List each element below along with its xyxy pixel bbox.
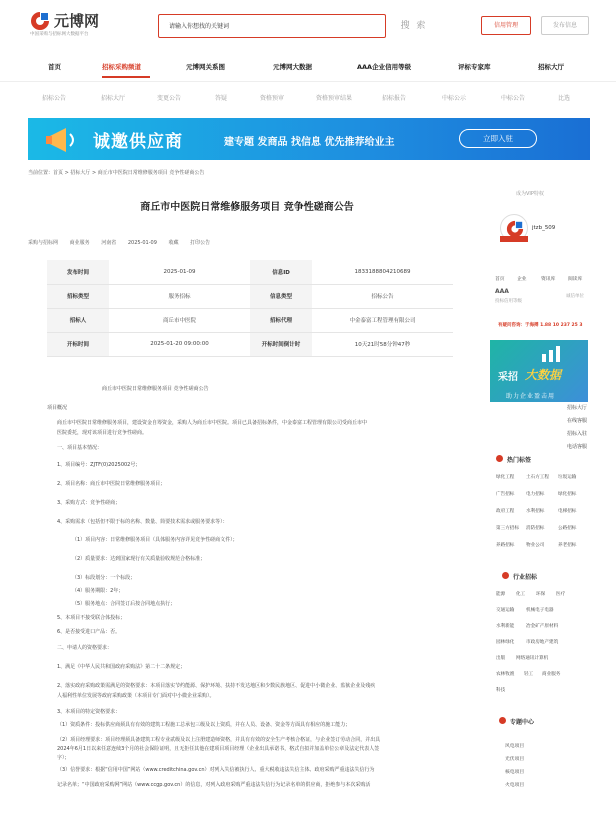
body-line: 医院委托，现对该项目进行竞争性磋商。 <box>57 430 148 436</box>
table-key: 发布时间 <box>47 260 109 284</box>
table-row <box>47 332 453 356</box>
page-title: 商丘市中医院日常维修服务项目 竞争性磋商公告 <box>140 202 354 213</box>
list-item[interactable]: 光伏项目 <box>505 757 525 762</box>
subnav-item[interactable]: 招标报告 <box>382 95 407 102</box>
table-key: 信息类型 <box>250 284 312 308</box>
aaa-rating: AAA <box>495 288 509 295</box>
megaphone-icon <box>46 124 86 156</box>
subnav-item[interactable]: 中标公告 <box>501 95 526 102</box>
body-line: 项目概况 <box>47 405 68 411</box>
table-value: 1833188804210689 <box>312 260 453 284</box>
tag[interactable]: 物业公司 <box>526 543 545 548</box>
subnav-item[interactable]: 变更公告 <box>157 95 182 102</box>
body-line: （2）质量要求：达到国家现行有关质量验收规范合格标准； <box>72 556 206 562</box>
body-line: 一、项目基本情况： <box>57 445 103 451</box>
body-line: 2024年6月1日以来任意连续3个月的社会保险证明，且无拒任其他在建项目项目经理（企业出具承诺书，格式自拟并加盖单位公章及法定代表人签 <box>57 746 380 752</box>
tag[interactable]: 第三方招标 <box>496 526 519 531</box>
nav-aaa-credit[interactable]: AAA企业信用等级 <box>357 63 412 71</box>
sub-nav <box>0 88 616 108</box>
tag[interactable]: 土石方工程 <box>526 475 549 480</box>
tag[interactable]: 公路招标 <box>558 526 577 531</box>
body-line: 记录名单；“中国政府采购网”网站（www.ccgp.gov.cn）的信息，对列入政府采购严重违法失信行为记录名单的供应商，拒绝参与本次采购活 <box>57 782 371 788</box>
tag[interactable]: 养老招标 <box>558 543 577 548</box>
tag[interactable]: 绿化招标 <box>558 492 577 497</box>
tag[interactable]: 电力招标 <box>526 492 545 497</box>
info-table <box>47 260 453 357</box>
tag[interactable]: 市政房地产建筑 <box>526 640 559 645</box>
table-key: 招标类型 <box>47 284 109 308</box>
ad-slogan: 助力企业盈击用 <box>506 393 556 400</box>
banner-subtitle: 建专题 发商品 找信息 优先推荐给业主 <box>224 137 395 148</box>
floating-link-phone[interactable]: 电话客服 <box>567 444 588 450</box>
body-line: 4、采购需求（包括但不限于标的名称、数量、简要技术需求或服务要求等）： <box>57 519 228 525</box>
subnav-item[interactable]: 答疑 <box>215 95 228 102</box>
body-line: （3）信誉要求：根据“信用中国”网站（www.creditchina.gov.cn）对列入失信被执行人、重大税收违法失信主体、政府采购严重违法失信行为 <box>57 767 375 773</box>
table-value: 商丘市中医院 <box>109 308 250 332</box>
body-line: （4）服务期限：2年； <box>72 588 124 594</box>
credit-management-button[interactable]: 信用管理 <box>481 16 531 35</box>
body-line: （5）服务地点：合同签订后按合同地点执行； <box>72 601 176 607</box>
body-line: （1）项目内容：日常维修服务项目（具体服务内容详见竞争性磋商文件）； <box>72 537 238 543</box>
main-nav <box>0 52 616 82</box>
meta-source: 采购与招标网 <box>28 240 59 246</box>
table-key: 信息ID <box>250 260 312 284</box>
body-line: 1、满足《中华人民共和国政府采购法》第二十二条规定； <box>57 664 186 670</box>
logo-icon <box>30 11 50 31</box>
tag[interactable]: 商业服务 <box>542 672 561 677</box>
table-key: 开标时间倒计时 <box>250 332 312 356</box>
sidebar-tab[interactable]: 首页 <box>495 277 505 282</box>
tag[interactable]: 水利招标 <box>526 509 545 514</box>
table-row <box>47 308 453 332</box>
post-info-button[interactable]: 发布信息 <box>541 16 589 35</box>
badge-strip <box>500 236 528 242</box>
tag[interactable]: 水利新能 <box>496 624 515 629</box>
tag[interactable]: 轻工 <box>524 672 534 677</box>
special-topics-icon <box>499 717 506 724</box>
sidebar-tab[interactable]: 阅读库 <box>568 277 583 282</box>
tag[interactable]: 垃圾运输 <box>558 475 577 480</box>
subnav-item[interactable]: 资格预审 <box>260 95 285 102</box>
table-value: 2025-01-09 <box>109 260 250 284</box>
list-item[interactable]: 核电项目 <box>505 770 525 775</box>
body-line: （2）项目经理要求：项目经理须具备建筑工程专业贰级及以上注册建造师资格，并具有有效的安全生产考核合格证，与企业签订劳动合同，并出具 <box>57 737 381 743</box>
aaa-subtitle: 投标信用等级 <box>495 299 522 304</box>
list-item[interactable]: 风电项目 <box>505 744 525 749</box>
tag[interactable]: 环保 <box>536 592 546 597</box>
table-key: 招标人 <box>47 308 109 332</box>
tag[interactable]: 能源 <box>496 592 506 597</box>
supplier-banner[interactable] <box>28 118 590 160</box>
user-name[interactable]: jtzb_509 <box>532 225 556 231</box>
subnav-item[interactable]: 资格预审结果 <box>316 95 353 102</box>
floating-link-join[interactable]: 招标入驻 <box>567 431 588 437</box>
tag[interactable]: 养路招标 <box>496 543 515 548</box>
sidebar-tab[interactable]: 企业 <box>517 277 527 282</box>
body-line: 3、采购方式：竞争性磋商； <box>57 500 121 506</box>
ad-title-highlight: 大数据 <box>525 368 562 382</box>
body-line: 3、本项目的特定资格要求： <box>57 709 121 715</box>
tag[interactable]: 农林牧渔 <box>496 672 515 677</box>
body-heading: 商丘市中医院日常维修服务项目 竞争性磋商公告 <box>102 386 209 392</box>
table-row <box>47 260 453 284</box>
body-line: 6、是否接受进口产品：否。 <box>57 629 121 635</box>
body-line: 商丘市中医院日常维修服务项目，建设资金自筹资金，采购人为商丘市中医院。项目已具备招标条件，中金泰富工程管理有限公司受商丘市中 <box>57 420 368 426</box>
print-link[interactable]: 打印公告 <box>190 240 211 246</box>
chart-icon <box>540 344 564 364</box>
search-button[interactable]: 搜 索 <box>400 21 428 31</box>
table-key: 开标时间 <box>47 332 109 356</box>
nav-home[interactable]: 首页 <box>48 63 61 71</box>
floating-link-service[interactable]: 在线客服 <box>567 418 588 424</box>
subnav-item[interactable]: 比选 <box>558 95 571 102</box>
breadcrumb[interactable]: 当前位置：首页 > 招标大厅 > 商丘市中医院日常维修服务项目 竞争性磋商公告 <box>28 170 205 176</box>
meta-category: 商业服务 <box>69 240 90 246</box>
body-line: 二、申请人的资格要求： <box>57 645 113 651</box>
nav-bidding-channel[interactable]: 招标采购频道 <box>102 63 141 71</box>
table-value: 招标公告 <box>312 284 453 308</box>
tag[interactable]: 机械电子电器 <box>526 608 554 613</box>
body-line: （3）标段划分：一个标段； <box>72 575 136 581</box>
nav-active-underline <box>102 76 150 78</box>
sidebar-tab[interactable]: 资讯库 <box>541 277 556 282</box>
search-input[interactable]: 请输入你想找的关键词 <box>158 14 386 38</box>
tag[interactable]: 冶金矿产原材料 <box>526 624 559 629</box>
nav-big-data[interactable]: 元博网大数据 <box>273 63 312 71</box>
consult-phone: 有疑问咨询：于海搏 1.88 10 237 25 3 <box>498 323 583 328</box>
nav-expert-pool[interactable]: 评标专家库 <box>458 63 491 71</box>
table-value: 服务招标 <box>109 284 250 308</box>
banner-title: 诚邀供应商 <box>93 132 183 152</box>
hot-tags-icon <box>496 455 503 462</box>
industry-title: 行业招标 <box>513 574 538 581</box>
industry-icon <box>502 572 509 579</box>
tag[interactable]: 广告招标 <box>496 492 515 497</box>
table-key: 招标代理 <box>250 308 312 332</box>
floating-links <box>567 405 589 451</box>
tag[interactable]: 化工 <box>516 592 526 597</box>
tag[interactable]: 绿化工程 <box>496 475 515 480</box>
subnav-item[interactable]: 中标公示 <box>442 95 467 102</box>
body-line: 1、项目编号：ZJTF(0)2025002号； <box>57 462 141 468</box>
tag[interactable]: 出版 <box>496 656 506 661</box>
table-value: 10天21时58分钟47秒 <box>312 332 453 356</box>
subnav-item[interactable]: 招标大厅 <box>101 95 126 102</box>
tag[interactable]: 电梯招标 <box>558 509 577 514</box>
logo-text[interactable]: 元博网 <box>54 12 100 30</box>
nav-relation-graph[interactable]: 元博网关系图 <box>186 63 225 71</box>
tag[interactable]: 科技 <box>496 688 506 693</box>
tag[interactable]: 网络通讯计算机 <box>516 656 549 661</box>
body-line: 5、本项目不接受联合体投标； <box>57 615 126 621</box>
body-line: 人福利性单位发展等政府采购政策（本项目专门面对中小微企业采购）。 <box>57 693 215 699</box>
meta-date: 2025-01-09 <box>127 240 157 246</box>
body-line: 2、项目名称：商丘市中医院日常维修服务项目； <box>57 481 166 487</box>
logo-subtitle: 中国采购与招标网大数据平台 <box>30 32 89 37</box>
tag[interactable]: 园林绿化 <box>496 640 515 645</box>
ad-title: 采招 <box>498 372 518 383</box>
join-now-button[interactable]: 立即入驻 <box>459 129 537 148</box>
vip-link[interactable]: 成为VIP特权 <box>516 191 544 197</box>
tag[interactable]: 交通运输 <box>496 608 515 613</box>
body-line: （1）资质条件：投标供应商须具有有效的建筑工程施工总承包三级及以上资质，并在人员、设备、资金等方面具有相应的施工能力； <box>57 722 351 728</box>
meta-province: 河南省 <box>101 240 117 246</box>
nav-bidding-hall[interactable]: 招标大厅 <box>538 63 564 71</box>
table-value: 2025-01-20 09:00:00 <box>109 332 250 356</box>
integrity-badge: 诚信单位 <box>566 294 584 299</box>
tag[interactable]: 消防招标 <box>526 526 545 531</box>
list-item[interactable]: 火电项目 <box>505 783 525 788</box>
special-topics-title: 专题中心 <box>510 719 535 726</box>
hot-tags-title: 热门标签 <box>507 457 532 464</box>
table-row <box>47 284 453 308</box>
favorite-link[interactable]: 收藏 <box>168 240 179 246</box>
tag[interactable]: 医疗 <box>556 592 566 597</box>
body-line: 字）； <box>57 755 70 761</box>
table-value: 中金泰富工程管理有限公司 <box>312 308 453 332</box>
tag[interactable]: 政府工程 <box>496 509 515 514</box>
body-line: 2、落实政府采购政策需满足的资格要求：本项目落实节约能源、保护环境、扶持不发达地区和少数民族地区、促进中小微企业、监狱企业及残疾 <box>57 683 376 689</box>
subnav-item[interactable]: 招标公告 <box>42 95 67 102</box>
floating-link-hall[interactable]: 招标大厅 <box>567 405 588 411</box>
special-topics-list <box>505 740 524 792</box>
article-meta <box>28 239 220 246</box>
